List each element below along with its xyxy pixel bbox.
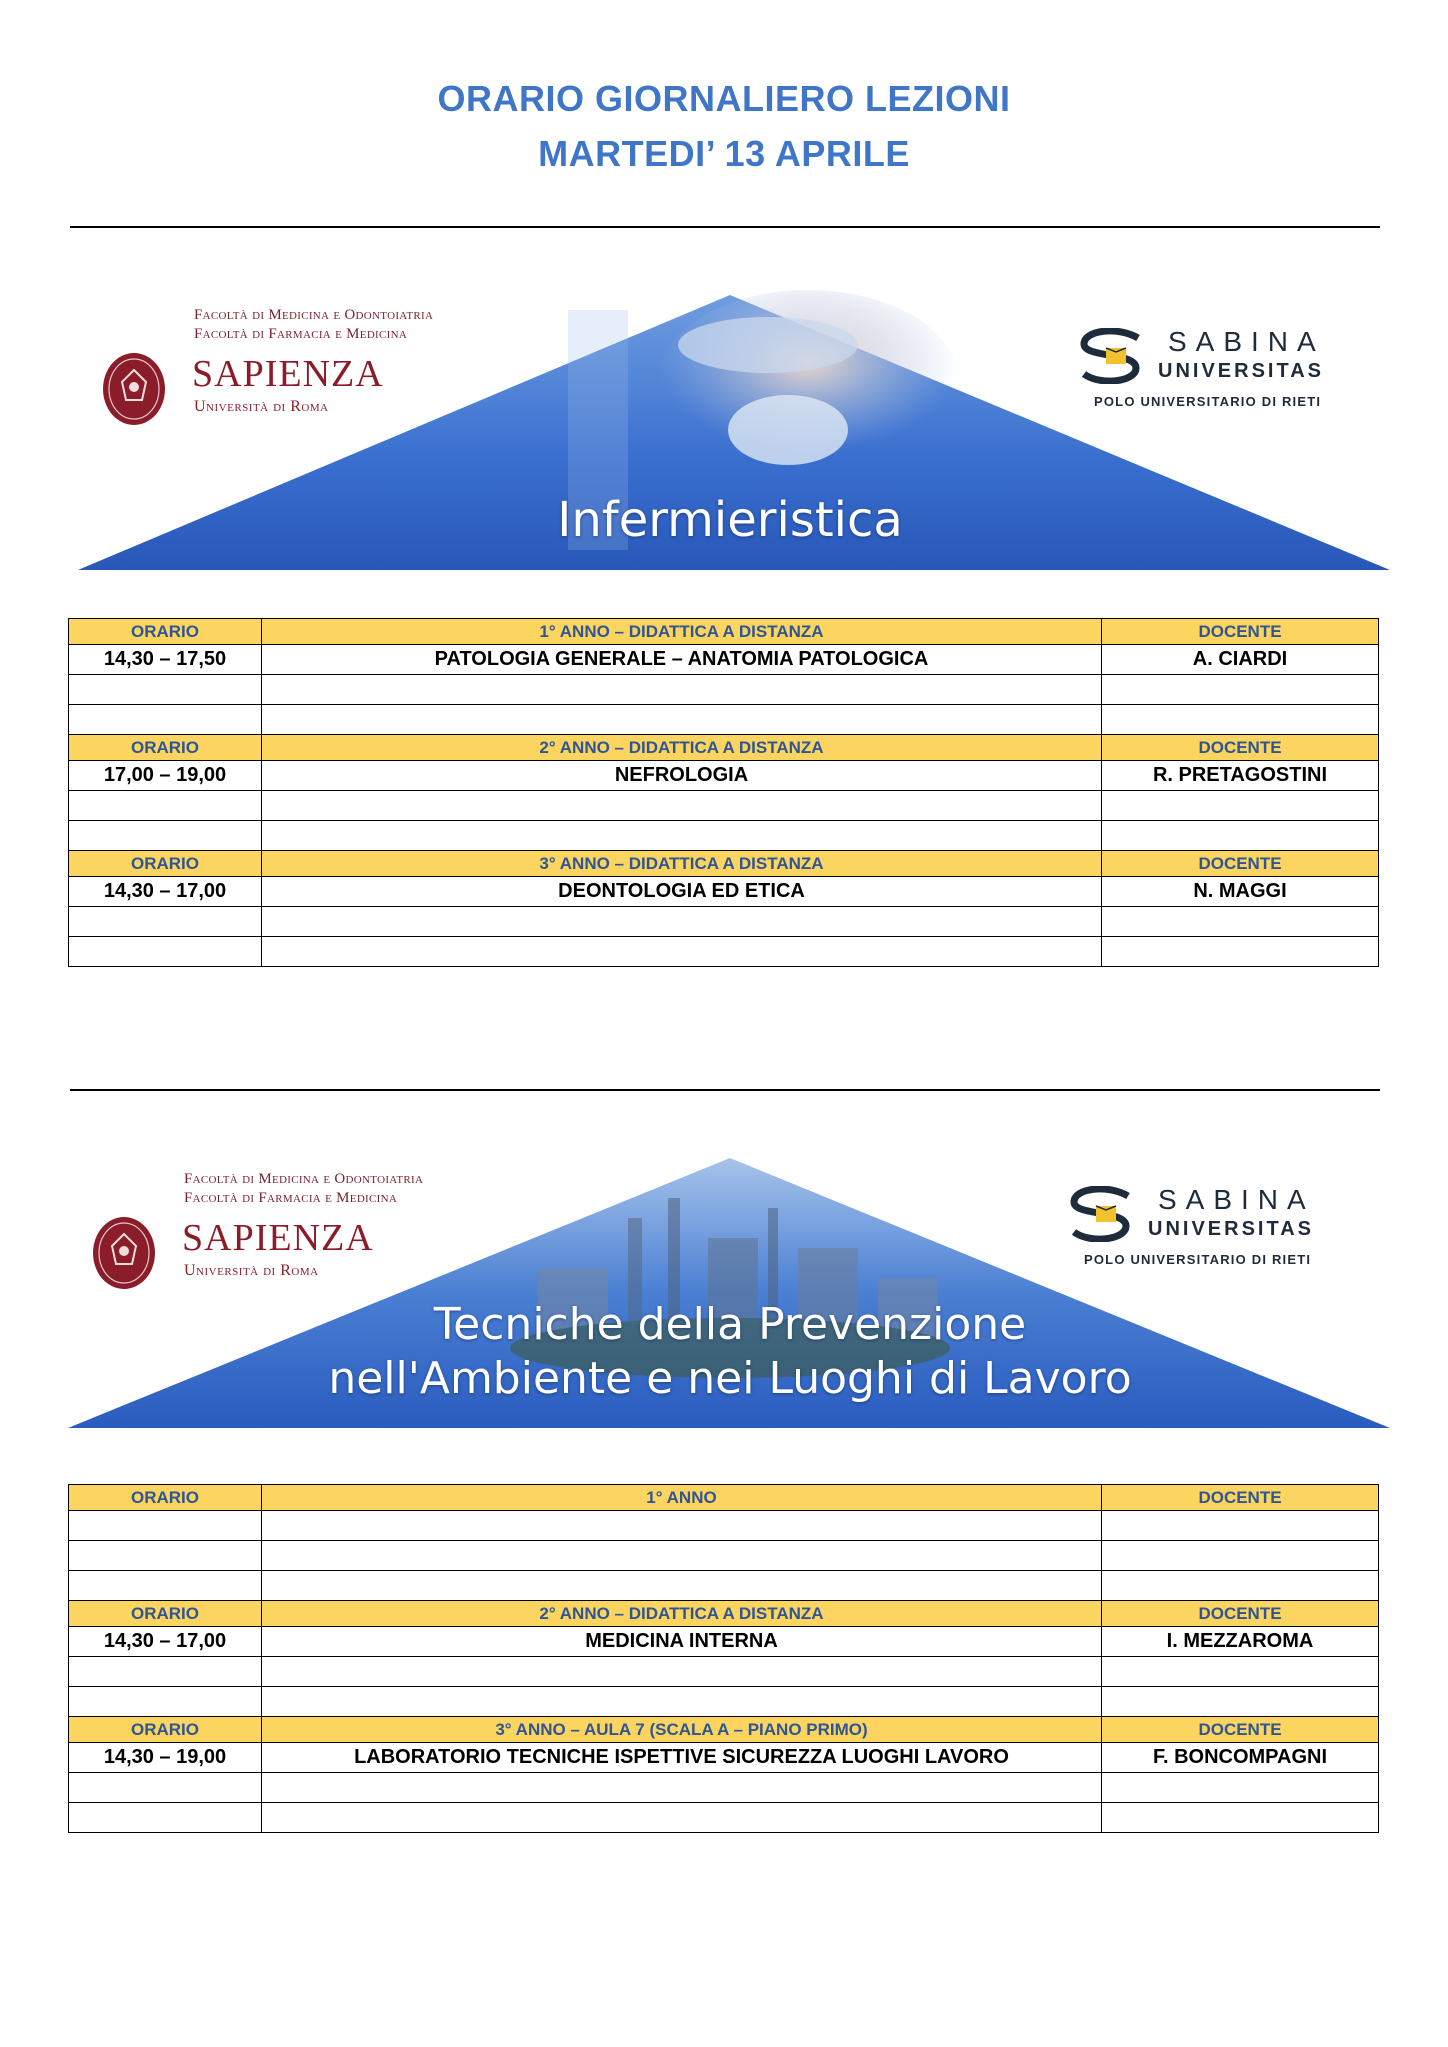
col-orario: ORARIO — [69, 1485, 262, 1511]
time-cell: 14,30 – 19,00 — [69, 1743, 262, 1773]
subject-cell — [262, 791, 1102, 821]
sapienza-subtitle: Università di Roma — [184, 1262, 319, 1279]
subject-cell: PATOLOGIA GENERALE – ANATOMIA PATOLOGICA — [262, 645, 1102, 675]
year-header-row — [69, 1717, 1379, 1743]
year-header-row — [69, 619, 1379, 645]
table-row — [69, 1803, 1379, 1833]
subject-cell — [262, 1541, 1102, 1571]
col-year: 3° ANNO – DIDATTICA A DISTANZA — [262, 851, 1102, 877]
polo-rieti-label: POLO UNIVERSITARIO DI RIETI — [1084, 1252, 1312, 1267]
faculty-names: Facoltà di Medicina e Odontoiatria Facoltà di Farmacia e Medicina — [194, 307, 434, 342]
time-cell — [69, 1803, 262, 1833]
teacher-cell: A. CIARDI — [1102, 645, 1379, 675]
table-row — [69, 675, 1379, 705]
teacher-cell — [1102, 907, 1379, 937]
table-row — [69, 1657, 1379, 1687]
sabina-wordmark: SABINA — [1168, 326, 1325, 357]
col-docente: DOCENTE — [1102, 735, 1379, 761]
teacher-cell: N. MAGGI — [1102, 877, 1379, 907]
table-row — [69, 705, 1379, 735]
sabina-wordmark: SABINA — [1158, 1184, 1315, 1215]
col-year: 2° ANNO – DIDATTICA A DISTANZA — [262, 735, 1102, 761]
page-title: ORARIO GIORNALIERO LEZIONI — [437, 78, 1011, 119]
table-row — [69, 877, 1379, 907]
course-banner-infermieristica — [68, 290, 1393, 580]
teacher-cell — [1102, 675, 1379, 705]
teacher-cell — [1102, 705, 1379, 735]
time-cell — [69, 1657, 262, 1687]
sapienza-seal-icon — [102, 352, 166, 426]
col-orario: ORARIO — [69, 851, 262, 877]
year-header-row — [69, 1485, 1379, 1511]
col-orario: ORARIO — [69, 735, 262, 761]
col-docente: DOCENTE — [1102, 1601, 1379, 1627]
subject-cell — [262, 675, 1102, 705]
table-row — [69, 791, 1379, 821]
time-cell — [69, 937, 262, 967]
time-cell — [69, 821, 262, 851]
year-header-row — [69, 851, 1379, 877]
col-year: 1° ANNO – DIDATTICA A DISTANZA — [262, 619, 1102, 645]
col-orario: ORARIO — [69, 1601, 262, 1627]
sabina-logo-icon — [1078, 328, 1148, 384]
faculty-names: Facoltà di Medicina e Odontoiatria Facoltà di Farmacia e Medicina — [184, 1171, 424, 1206]
subject-cell — [262, 1773, 1102, 1803]
sabina-logo-icon — [1068, 1186, 1138, 1242]
schedule-table-prevenzione — [68, 1484, 1379, 1833]
table-row — [69, 1743, 1379, 1773]
teacher-cell — [1102, 1511, 1379, 1541]
subject-cell — [262, 1803, 1102, 1833]
subject-cell — [262, 1571, 1102, 1601]
table-row — [69, 761, 1379, 791]
universitas-wordmark: UNIVERSITAS — [1158, 360, 1324, 382]
teacher-cell: F. BONCOMPAGNI — [1102, 1743, 1379, 1773]
schedule-table-infermieristica — [68, 618, 1379, 967]
time-cell: 14,30 – 17,00 — [69, 877, 262, 907]
teacher-cell — [1102, 821, 1379, 851]
teacher-cell — [1102, 1541, 1379, 1571]
col-docente: DOCENTE — [1102, 1717, 1379, 1743]
time-cell: 14,30 – 17,00 — [69, 1627, 262, 1657]
course-banner-prevenzione — [68, 1148, 1393, 1438]
table-row — [69, 1511, 1379, 1541]
teacher-cell — [1102, 1803, 1379, 1833]
table-row — [69, 821, 1379, 851]
polo-rieti-label: POLO UNIVERSITARIO DI RIETI — [1094, 394, 1322, 409]
time-cell — [69, 907, 262, 937]
teacher-cell — [1102, 1571, 1379, 1601]
time-cell — [69, 1511, 262, 1541]
col-docente: DOCENTE — [1102, 619, 1379, 645]
sapienza-wordmark: SAPIENZA — [182, 1217, 374, 1259]
teacher-cell — [1102, 1657, 1379, 1687]
subject-cell — [262, 1657, 1102, 1687]
time-cell — [69, 1773, 262, 1803]
sapienza-subtitle: Università di Roma — [194, 398, 329, 415]
teacher-cell — [1102, 1687, 1379, 1717]
sapienza-wordmark: SAPIENZA — [192, 353, 384, 395]
time-cell — [69, 791, 262, 821]
year-header-row — [69, 1601, 1379, 1627]
table-row — [69, 1687, 1379, 1717]
time-cell — [69, 1541, 262, 1571]
table-row — [69, 1627, 1379, 1657]
col-docente: DOCENTE — [1102, 1485, 1379, 1511]
teacher-cell: R. PRETAGOSTINI — [1102, 761, 1379, 791]
year-header-row — [69, 735, 1379, 761]
table-row — [69, 1773, 1379, 1803]
sapienza-seal-icon — [92, 1216, 156, 1290]
divider — [70, 226, 1380, 228]
subject-cell — [262, 821, 1102, 851]
subject-cell: LABORATORIO TECNICHE ISPETTIVE SICUREZZA LUOGHI LAVORO — [262, 1743, 1102, 1773]
universitas-wordmark: UNIVERSITAS — [1148, 1218, 1314, 1240]
col-year: 2° ANNO – DIDATTICA A DISTANZA — [262, 1601, 1102, 1627]
time-cell — [69, 705, 262, 735]
table-row — [69, 937, 1379, 967]
col-docente: DOCENTE — [1102, 851, 1379, 877]
subject-cell — [262, 705, 1102, 735]
col-year: 3° ANNO – AULA 7 (SCALA A – PIANO PRIMO) — [262, 1717, 1102, 1743]
course-title: Tecniche della Prevenzione nell'Ambiente e nei Luoghi di Lavoro — [328, 1299, 1132, 1404]
teacher-cell — [1102, 937, 1379, 967]
subject-cell: MEDICINA INTERNA — [262, 1627, 1102, 1657]
time-cell — [69, 675, 262, 705]
subject-cell: DEONTOLOGIA ED ETICA — [262, 877, 1102, 907]
subject-cell: NEFROLOGIA — [262, 761, 1102, 791]
time-cell — [69, 1571, 262, 1601]
table-row — [69, 1571, 1379, 1601]
subject-cell — [262, 907, 1102, 937]
course-title: Infermieristica — [557, 492, 903, 548]
time-cell: 17,00 – 19,00 — [69, 761, 262, 791]
subject-cell — [262, 1687, 1102, 1717]
table-row — [69, 1541, 1379, 1571]
teacher-cell: I. MEZZAROMA — [1102, 1627, 1379, 1657]
teacher-cell — [1102, 1773, 1379, 1803]
subject-cell — [262, 937, 1102, 967]
col-year: 1° ANNO — [262, 1485, 1102, 1511]
time-cell — [69, 1687, 262, 1717]
divider — [70, 1089, 1380, 1091]
subject-cell — [262, 1511, 1102, 1541]
table-row — [69, 907, 1379, 937]
time-cell: 14,30 – 17,50 — [69, 645, 262, 675]
col-orario: ORARIO — [69, 619, 262, 645]
table-row — [69, 645, 1379, 675]
col-orario: ORARIO — [69, 1717, 262, 1743]
page-date: MARTEDI’ 13 APRILE — [538, 133, 910, 174]
teacher-cell — [1102, 791, 1379, 821]
